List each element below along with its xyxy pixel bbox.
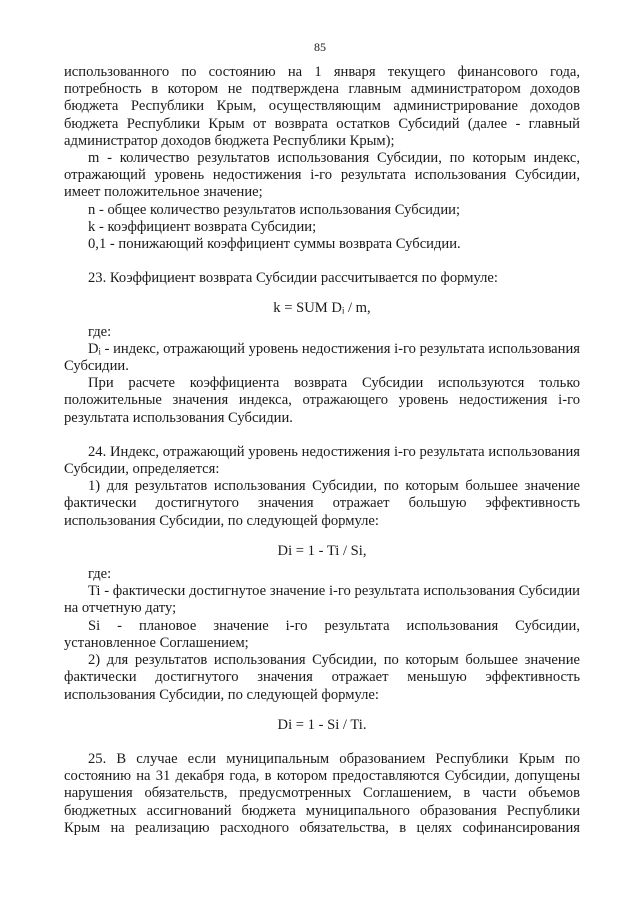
paragraph: k - коэффициент возврата Субсидии; <box>88 218 317 235</box>
paragraph: Ti - фактически достигнутое значение i-го результата использования Субсидии на отчетную дату; <box>64 583 580 617</box>
paragraph: При расчете коэффициента возврата Субсидии используются только положительные значения индекса, отражающего уровень недостижения i-го результата использования Субсидии. <box>64 375 580 426</box>
formula: Di = 1 - Si / Ti. <box>277 716 367 733</box>
formula: k = SUM Dᵢ / m, <box>273 300 371 317</box>
paragraph: Dᵢ - индекс, отражающий уровень недостижения i-го результата использования Субсидии. <box>64 340 580 375</box>
paragraph: где: <box>88 323 112 340</box>
paragraph: использованного по состоянию на 1 января текущего финансового года, потребность в котором не подтверждена главным администратором доходов бюджета Республики Крым, осуществляющим администрирование доходов бюджета Республики Крым от возврата остатков Субсидий (далее - главный администратор доходов бюджета Республики Крым); <box>64 64 580 149</box>
paragraph: m - количество результатов использования Субсидии, по которым индекс, отражающий уровень недостижения i-го результата использования Субсидии, имеет положительное значение; <box>64 150 580 201</box>
paragraph: Si - плановое значение i-го результата использования Субсидии, установленное Соглашением; <box>64 617 580 651</box>
paragraph: где: <box>88 566 112 583</box>
section-paragraph: 24. Индекс, отражающий уровень недостижения i-го результата использования Субсидии, определяется: <box>64 443 580 478</box>
section-paragraph: 25. В случае если муниципальным образованием Республики Крым по состоянию на 31 декабря года, в котором предоставляются Субсидии, допущены нарушения обязательств, предусмотренных Соглашением, в части объемов бюджетных ассигнований бюджета муниципального образования Республики Крым на реализацию расходного обязательства, в целях софинансирования <box>64 750 580 836</box>
formula: Di = 1 - Ti / Si, <box>277 542 367 559</box>
section-paragraph: 23. Коэффициент возврата Субсидии рассчитывается по формуле: <box>88 270 498 287</box>
paragraph: 1) для результатов использования Субсидии, по которым большее значение фактически достигнутого значения отражает большую эффективность использования Субсидии, по следующей формуле: <box>64 478 580 529</box>
document-body <box>64 64 580 837</box>
paragraph: n - общее количество результатов использования Субсидии; <box>88 201 461 218</box>
paragraph: 2) для результатов использования Субсидии, по которым большее значение фактически достигнутого значения отражает меньшую эффективность использования Субсидии, по следующей формуле: <box>64 652 580 703</box>
paragraph: 0,1 - понижающий коэффициент суммы возврата Субсидии. <box>88 236 461 253</box>
page-number: 85 <box>314 40 326 54</box>
